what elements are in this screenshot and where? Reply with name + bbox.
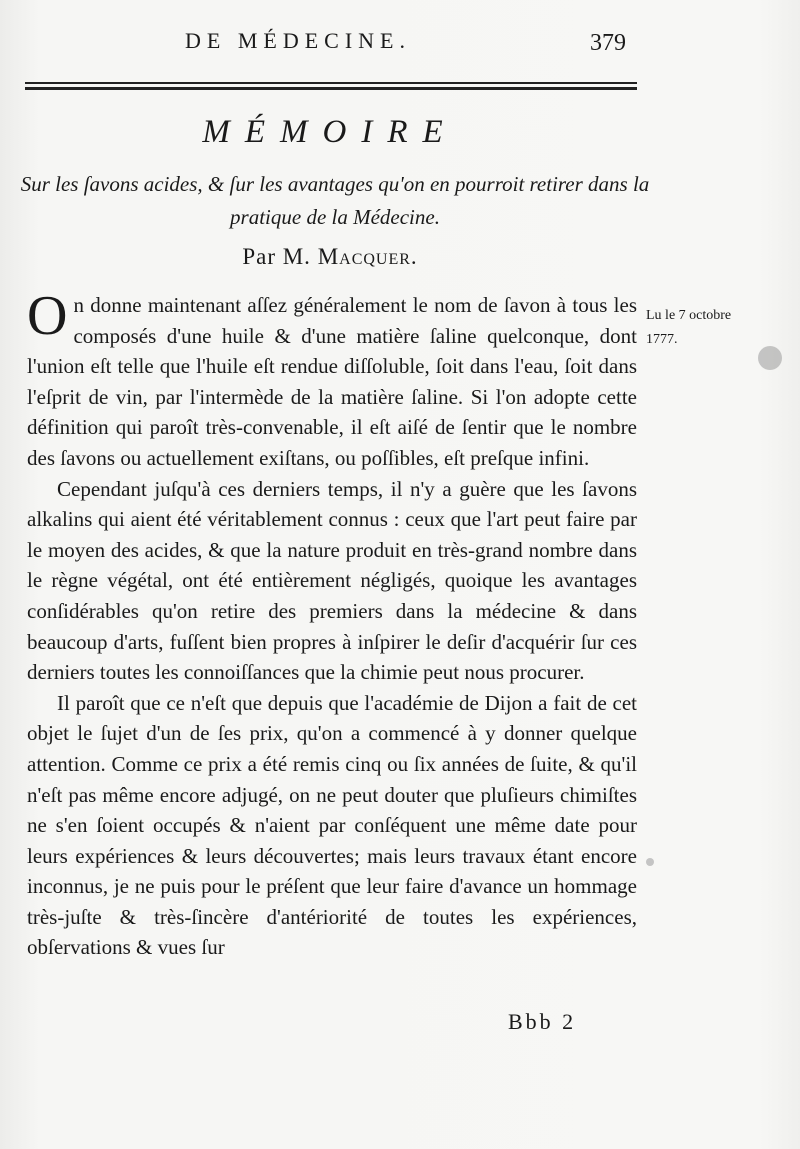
body-text [27, 285, 637, 963]
ink-spot [758, 346, 782, 370]
memoir-subtitle: Sur les ſavons acides, & ſur les avantages qu'on en pourroit retirer dans la pratique de la Médecine. [20, 172, 650, 229]
catchword: Bbb 2 [508, 1009, 577, 1034]
page-number: 379 [590, 30, 626, 56]
margin-note-year: 1777. [646, 332, 678, 347]
ink-spot [646, 858, 654, 866]
paragraph-2: Cependant juſqu'à ces derniers temps, il n'y a guère que les ſavons alkalins qui aient été véritablement connus : ceux que l'art peut faire par le moyen des acides, & que la nature produit en très-grand nombre dans le règne végétal, ont été entièrement négligés, quoique les avantages conſidérables qu'on retire des premiers dans la médecine & dans beaucoup d'arts, fuſſent bien propres à inſpirer le deſir d'acquérir ſur ces derniers toutes les connoiſſances que la chimie peut nous procurer. [27, 476, 637, 685]
drop-cap: O [27, 285, 68, 347]
margin-note [646, 304, 796, 352]
author-prefix: Par M. [242, 244, 311, 269]
memoir-title: MÉMOIRE [202, 114, 458, 150]
margin-note-date: Lu le 7 octobre [646, 308, 732, 323]
running-head: DE MÉDECINE. [185, 28, 411, 53]
paragraph-3: Il paroît que ce n'eſt que depuis que l'académie de Dijon a fait de cet objet le ſujet d'un de ſes prix, qu'on a commencé à y donner quelque attention. Comme ce prix a été remis cinq ou ſix années de ſuite, & qu'il n'eſt pas même encore adjugé, on ne peut douter que pluſieurs chimiſtes ne s'en ſoient occupés & n'aient par conſéquent une même date pour leurs expériences & leurs découvertes; mais leurs travaux étant encore inconnus, je ne puis pour le préſent que leur faire d'avance un hommage très-juſte & très-ſincère d'antériorité de toutes les expériences, obſervations & vues ſur [27, 690, 637, 960]
author-name: Macquer. [317, 244, 418, 269]
author-line [0, 244, 660, 270]
paragraph-1-text: n donne maintenant aſſez généralement le nom de ſavon à tous les composés d'une huile & d'une matière ſaline quelconque, dont l'union eſt telle que l'huile eſt rendue diſſoluble, ſoit dans l'eau, ſoit dans l'eſprit de vin, par l'intermède de la matière ſaline. Si l'on adopte cette définition qui paroît très-convenable, il eſt aiſé de ſentir que le nombre des ſavons ou actuellement exiſtans, ou poſſibles, eſt preſque infini. [27, 293, 637, 470]
header-rule [25, 82, 637, 90]
paragraph-1 [27, 285, 637, 474]
